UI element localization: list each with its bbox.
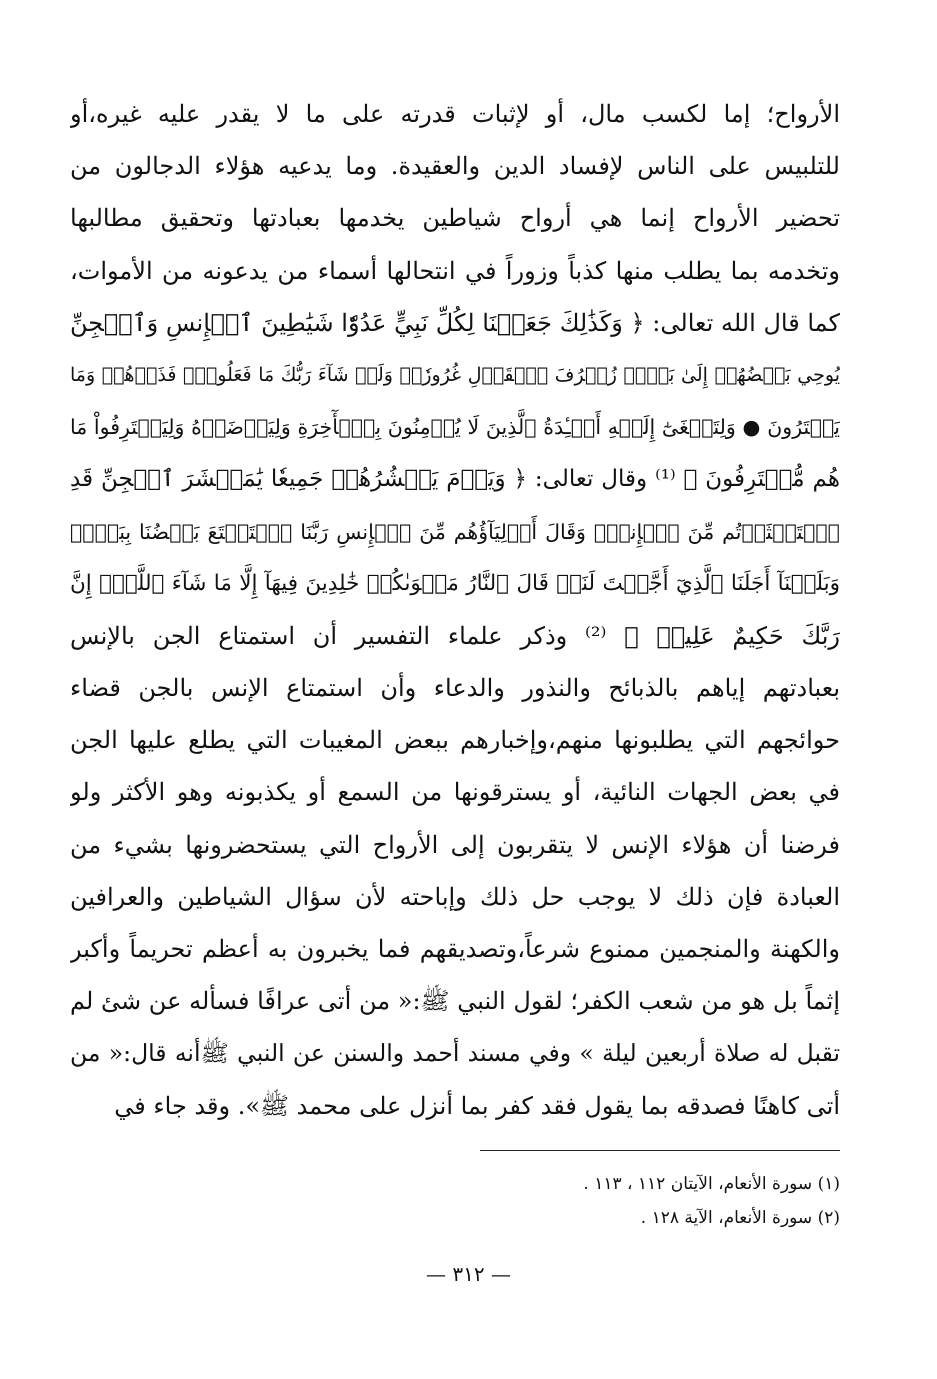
quran-verse-line: يَفۡتَرُونَ ● وَلِتَصۡغَىٰٓ إِلَيۡهِ أَفۡـِٔدَةُ ٱلَّذِينَ لَا يُؤۡمِنُونَ بِٱلۡأٓخِرَةِ وَلِيَرۡضَوۡهُ وَلِيَقۡتَرِفُواْ مَا <box>70 415 840 440</box>
text-line: تحضير الأرواح إنما هي أرواح شياطين يخدمها بعبادتها وتحقيق مطالبها <box>70 204 840 233</box>
footnote-divider <box>480 1150 840 1151</box>
quran-verse-line: هُم مُّقۡتَرِفُونَ ﴾ ⁽¹⁾ وقال تعالى: ﴿ وَيَوۡمَ يَحۡشُرُهُمۡ جَمِيعٗا يَٰمَعۡشَرَ ٱلۡجِنِّ قَدِ <box>70 466 840 493</box>
text-line: حوائجهم التي يطلبونها منهم،وإخبارهم ببعض المغيبات التي يطلع عليها الجن <box>70 726 840 755</box>
text-line: العبادة فإن ذلك لا يوجب حل ذلك وإباحته لأن سؤال الشياطين والعرافين <box>70 882 840 911</box>
hadith-line: أتى كاهنًا فصدقه بما يقول فقد كفر بما أنزل على محمد ﷺ». وقد جاء في <box>114 1091 840 1120</box>
hadith-line: إثماً بل هو من شعب الكفر؛ لقول النبي ﷺ:« من أتى عرافًا فسأله عن شئ لم <box>70 987 840 1016</box>
quran-verse-line: كما قال الله تعالى: ﴿ وَكَذَٰلِكَ جَعَلۡنَا لِكُلِّ نَبِيٍّ عَدُوّٗا شَيَٰطِينَ ٱلۡإِنسِ وَٱلۡجِنِّ <box>70 308 840 337</box>
text-line: بعبادتهم إياهم بالذبائح والنذور والدعاء وأن استمتاع الإنس بالجن قضاء <box>70 674 840 703</box>
text-line: رَبَّكَ حَكِيمٌ عَلِيمٞ ﴾ ⁽²⁾ وذكر علماء التفسير أن استمتاع الجن بالإنس <box>70 621 840 650</box>
footnote-2: (٢) سورة الأنعام، الآية ١٢٨ . <box>640 1208 840 1228</box>
quran-verse-line: يُوحِي بَعۡضُهُمۡ إِلَىٰ بَعۡضٖ زُخۡرُفَ ٱلۡقَوۡلِ غُرُورٗاۚ وَلَوۡ شَآءَ رَبُّكَ مَا فَعَلُوهُۖ فَذَرۡهُمۡ وَمَا <box>70 363 840 386</box>
text-line: وتخدمه بما يطلب منها كذباً وزوراً في انتحالها أسماء من يدعونه من الأموات، <box>70 256 840 285</box>
quran-verse-line: وَبَلَغۡنَآ أَجَلَنَا ٱلَّذِيٓ أَجَّلۡتَ لَنَاۚ قَالَ ٱلنَّارُ مَثۡوَىٰكُمۡ خَٰلِدِينَ فِيهَآ إِلَّا مَا شَآءَ ٱللَّهُۚ إِنَّ <box>70 570 840 596</box>
text-line: فرضنا أن هؤلاء الإنس لا يتقربون إلى الأرواح التي يستحضرونها بشيء من <box>70 830 840 859</box>
hadith-line: تقبل له صلاة أربعين ليلة » وفي مسند أحمد والسنن عن النبي ﷺأنه قال:« من <box>70 1039 840 1068</box>
footnotes <box>70 1150 840 1235</box>
text-line: والكهنة والمنجمين ممنوع شرعاً،وتصديقهم فما يخبرون به أعظم تحريماً وأكبر <box>70 935 840 963</box>
page-number: — ٣١٢ — <box>426 1262 511 1286</box>
text-line: الأرواح؛ إما لكسب مال، أو لإثبات قدرته على ما لا يقدر عليه غيره،أو <box>70 100 840 128</box>
footnote-1: (١) سورة الأنعام، الآيتان ١١٢ ، ١١٣ . <box>583 1174 840 1194</box>
quran-verse-line: ٱسۡتَكۡثَرۡتُم مِّنَ ٱلۡإِنسِۖ وَقَالَ أَوۡلِيَآؤُهُم مِّنَ ٱلۡإِنسِ رَبَّنَا ٱسۡتَمۡتَعَ بَعۡضُنَا بِبَعۡضٖ <box>70 519 840 544</box>
text-line: في بعض الجهات النائية، أو يسترقونها من السمع أو يكذبونه وهو الأكثر ولو <box>70 778 840 807</box>
text-line: للتلبيس على الناس لإفساد الدين والعقيدة. وما يدعيه هؤلاء الدجالون من <box>70 152 840 181</box>
